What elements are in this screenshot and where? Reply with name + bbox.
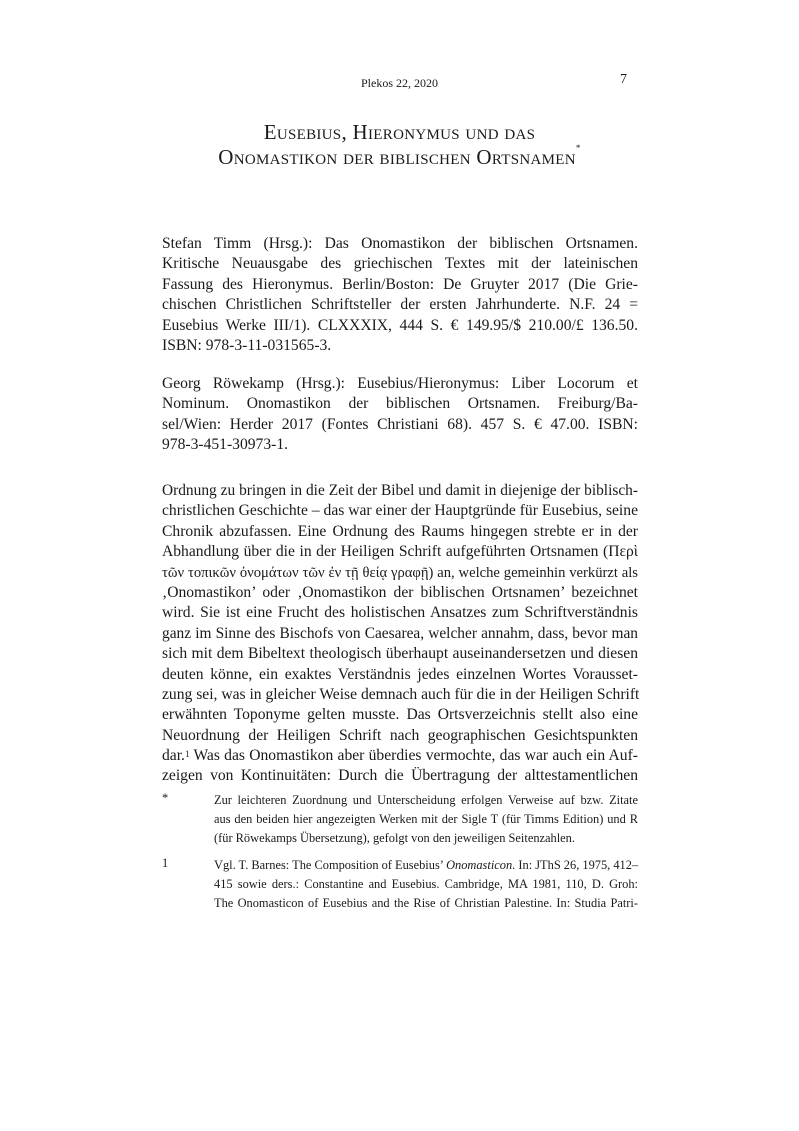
article-title-text: Onomastikon der biblischen Ortsnamen	[218, 145, 576, 169]
italic-title: Onomasticon	[446, 858, 513, 872]
reviewed-work-2	[162, 374, 638, 456]
reviewed-work-1	[162, 234, 638, 356]
text-line: sel/Wien: Herder 2017 (Fontes Christiani 68). 457 S. € 47.00. ISBN:	[162, 415, 638, 433]
article-title-line-2	[0, 145, 799, 170]
text-line: τῶν τοπικῶν ὀνομάτων τῶν ἐν τῇ θείᾳ γραφῇ) an, welche gemeinhin verkürzt als	[162, 564, 638, 581]
text-line: deuten könne, ein exaktes Verständnis jedes einzelnen Wortes Vorausset-	[162, 665, 638, 683]
text-line: ganz im Sinne des Bischofs von Caesarea, welcher annahm, dass, bevor man	[162, 624, 638, 642]
text-line: Eusebius Werke III/1). CLXXXIX, 444 S. € 149.95/$ 210.00/£ 136.50.	[162, 316, 638, 334]
text-line: Ordnung zu bringen in die Zeit der Bibel und damit in diejenige der biblisch-	[162, 482, 638, 499]
text-line: ‚Onomastikon’ oder ‚Onomastikon der biblischen Ortsnamen’ bezeichnet	[162, 583, 638, 601]
text-line: zung sei, was in gleicher Weise demnach auch für die in der Heiligen Schrift	[162, 685, 640, 703]
footnote-ref-1[interactable]: 1	[184, 749, 190, 760]
text-line: Georg Röwekamp (Hrsg.): Eusebius/Hieronymus: Liber Locorum et	[162, 375, 638, 392]
text-line: 978-3-451-30973-1.	[162, 436, 289, 454]
text: Was das Onomastikon aber überdies vermochte, das war auch ein Auf-	[189, 747, 638, 765]
text-line: christlichen Geschichte – das war einer der Hauptgründe für Eusebius, seine	[162, 502, 638, 520]
text-line: Abhandlung über die in der Heiligen Schrift aufgeführten Ortsnamen (Περὶ	[162, 543, 638, 561]
text-line: Kritische Neuausgabe des griechischen Textes mit der lateinischen	[162, 255, 638, 273]
text-line	[162, 746, 638, 766]
footnote-line: Zur leichteren Zuordnung und Unterscheidung erfolgen Verweise auf bzw. Zitate	[214, 793, 638, 807]
footnote-line: 415 sowie ders.: Constantine and Eusebius. Cambridge, MA 1981, 110, D. Groh:	[214, 877, 638, 891]
text-line: Chronik abzufassen. Eine Ordnung des Raums hingegen strebte er in der	[162, 522, 638, 540]
text-line: Nominum. Onomastikon der biblischen Ortsnamen. Freiburg/Ba-	[162, 395, 638, 413]
footnote-star	[162, 791, 638, 848]
text-line: Stefan Timm (Hrsg.): Das Onomastikon der biblischen Ortsnamen.	[162, 235, 638, 252]
text-line: ISBN: 978-3-11-031565-3.	[162, 336, 332, 354]
footnote-line: (für Röwekamps Übersetzung), gefolgt von den jeweiligen Seitenzahlen.	[214, 831, 575, 845]
text: . In: JThS 26, 1975, 412–	[512, 858, 639, 872]
body-paragraph	[162, 481, 638, 787]
page-number: 7	[620, 72, 627, 87]
text-line: Neuordnung der Heiligen Schrift nach geographischen Gesichtspunkten	[162, 726, 638, 744]
text-line: zeigen von Kontinuitäten: Durch die Übertragung der alttestamentlichen	[162, 767, 638, 785]
text-line: sich mit dem Bibeltext theologisch überhaupt auseinandersetzen und diesen	[162, 645, 638, 663]
text-line: wird. Sie ist eine Frucht des holistischen Ansatzes zum Schriftverständnis	[162, 604, 638, 622]
footnote-line	[214, 856, 638, 875]
title-footnote-marker[interactable]: *	[575, 143, 581, 153]
text: dar.	[162, 747, 185, 765]
footnote-line: The Onomasticon of Eusebius and the Rise of Christian Palestine. In: Studia Patri-	[214, 896, 638, 910]
text-line: chischen Christlichen Schriftsteller der ersten Jahrhunderte. N.F. 24 =	[162, 296, 638, 314]
text-line: Fassung des Hieronymus. Berlin/Boston: De Gruyter 2017 (Die Grie-	[162, 275, 638, 293]
footnote-line: aus den beiden hier angezeigten Werken mit der Sigle T (für Timms Edition) und R	[214, 812, 638, 826]
article-title-line-1: Eusebius, Hieronymus und das	[263, 120, 536, 144]
text: Vgl. T. Barnes: The Composition of Eusebius’	[214, 858, 447, 872]
footnote-marker: 1	[162, 856, 169, 870]
running-head: Plekos 22, 2020	[360, 76, 438, 90]
footnote-marker: *	[162, 791, 169, 805]
footnote-1	[162, 856, 638, 913]
text-line: erwähnten Toponyme gelten musste. Das Ortsverzeichnis stellt also eine	[162, 706, 638, 724]
